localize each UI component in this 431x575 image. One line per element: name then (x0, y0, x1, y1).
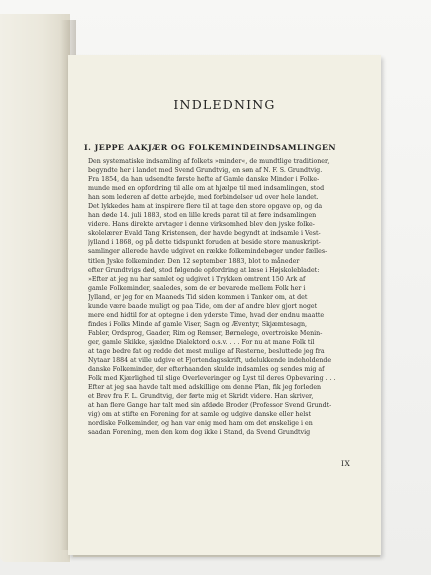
text-line: danske Folkeminder, der efterhaanden skulde indsamles og sendes mig af (88, 366, 325, 374)
text-line: at tage bedre fat og redde det mest mulige af Resterne, besluttede jeg fra (88, 347, 325, 355)
text-line: ger, gamle Skikke, sjældne Dialektord o.s.v. . . . For nu at mane Folk til (88, 338, 315, 346)
text-line: videre. Hans direkte arvtager i denne virksomhed blev den jyske folke- (88, 221, 315, 229)
text-line: et Brev fra F. L. Grundtvig, der førte mig et Skridt videre. Han skriver, (88, 393, 314, 401)
page-number: IX (341, 459, 351, 468)
text-line: findes i Folks Minde af gamle Viser, Sagn og Æventyr, Skjæmtesagn, (88, 320, 308, 328)
text-line: gamle Folkeminder, saaledes, som de er bevarede mellem Folk her i (88, 284, 306, 292)
text-line: Det lykkedes ham at inspirere flere til at tage den store opgave op, og da (88, 203, 323, 211)
text-line: Fra 1854, da han udsendte første hefte af Gamle danske Minder i Folke- (88, 176, 320, 184)
text-line: skolelærer Evald Tang Kristensen, der havde begyndt at indsamle i Vest- (88, 230, 321, 238)
text-line: at han flere Gange har talt med sin afdøde Broder (Professor Svend Grundt- (88, 402, 332, 410)
text-line: nordiske Folkeminder, og han var enig med ham om det ønskelige i en (88, 420, 313, 428)
text-line: Folk med Kjærlighed til slige Overleveringer og Lyst til deres Opbevaring . . . (88, 375, 336, 383)
text-line: munde med en opfordring til alle om at hjælpe til med indsamlingen, stod (88, 185, 325, 193)
text-line: Den systematiske indsamling af folkets »minder«, de mundtlige traditioner, (88, 158, 330, 165)
text-line: titlen Jyske folkeminder. Den 12 september 1883, blot to måneder (88, 257, 300, 265)
text-line: begyndte her i landet med Svend Grundtvig, en søn af N. F. S. Grundtvig. (88, 167, 323, 175)
text-line: samlinger allerede havde udgivet en række folkemindebøger under fælles- (88, 248, 328, 256)
text-line: mere end hidtil for at optegne i den yderste Time, hvad der endnu maatte (88, 311, 325, 319)
text-line: han som lederen af dette arbejde, med forbindelser ud over hele landet. (88, 194, 319, 202)
text-line: jylland i 1868, og på dette tidspunkt foruden at beside store manuskript- (88, 239, 321, 247)
text-line: saadan Forening, men den kom dog ikke i Stand, da Svend Grundtvig (88, 429, 311, 437)
text-line: kunde være baade muligt og paa Tide, om der af andre blev gjort noget (88, 302, 318, 310)
body-text (88, 157, 364, 437)
text-line: han døde 14. juli 1883, stod en lille kreds parat til at føre indsamlingen (88, 212, 317, 220)
text-line: Efter at jeg saa havde talt med adskillige om denne Plan, fik jeg forleden (88, 384, 322, 392)
section-title: I. JEPPE AAKJÆR OG FOLKEMINDEINDSAMLINGEN (84, 143, 337, 152)
text-line: efter Grundtvigs død, stod følgende opfordring at læse i Højskolebladet: (88, 266, 320, 274)
chapter-heading: INDLEDNING (173, 97, 276, 112)
text-line: Nytaar 1884 at ville udgive et Fjortendagsskrift, udelukkende indeholdende (88, 357, 332, 365)
text-line: vig) om at stifte en Forening for at samle og udgive danske eller helst (88, 411, 311, 419)
text-line: Fabler, Ordsprog, Gaader, Rim og Remser, Børnelege, overtroiske Menin- (88, 329, 323, 337)
text-line: »Efter at jeg nu har samlet og udgivet i Trykken omtrent 150 Ark af (88, 275, 306, 283)
text-line: Jylland, er jeg for en Maaneds Tid siden kommen i Tanker om, at det (88, 293, 308, 301)
